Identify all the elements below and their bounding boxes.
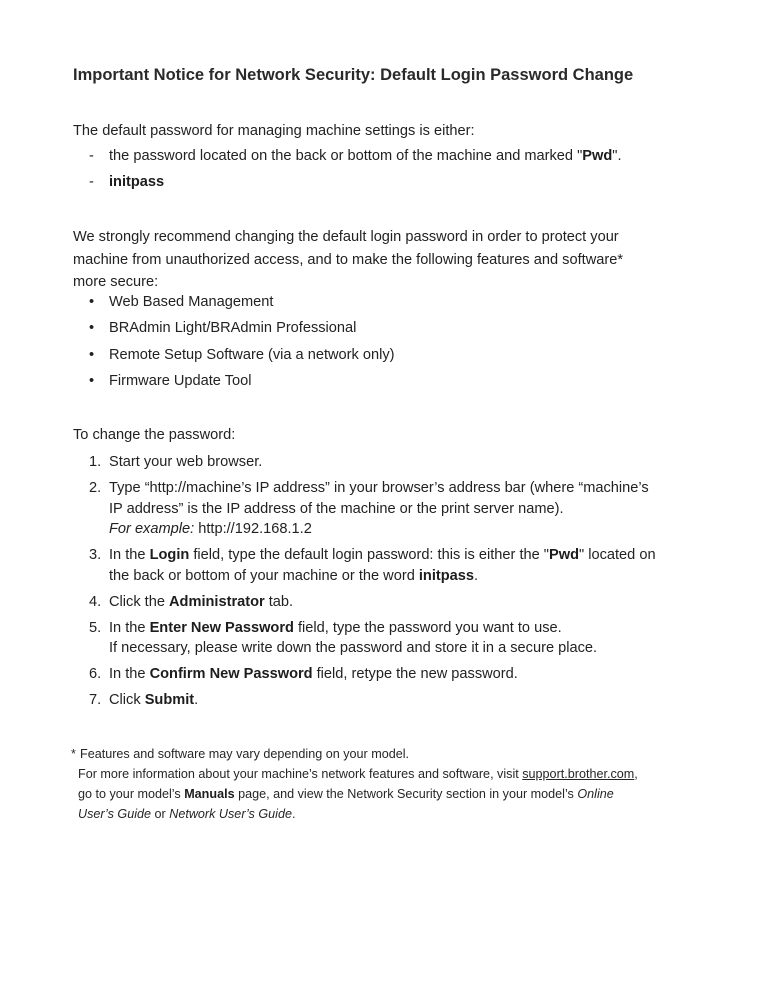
recommend-paragraph: We strongly recommend changing the default login password in order to protect your machine from unauthorized access, and to make the following features and software* more secure: xyxy=(73,229,624,290)
bullet-marker: • xyxy=(89,372,95,389)
pwd-bold: Pwd xyxy=(582,148,613,164)
dash-marker: - xyxy=(89,174,94,190)
bullet-marker: • xyxy=(89,294,95,310)
example-label: For example: xyxy=(109,521,195,537)
footnote: * Features and software may vary depending on your model. For more information about your machine’s network features and software, visit support.brother.com, go to your model’s Manuals page, and view the Network Security section in your model’s Online User’s Guide or Network User’s Guide. xyxy=(71,744,701,824)
step-4: 4. Click the Administrator tab. xyxy=(89,593,294,610)
example-url: http://192.168.1.2 xyxy=(194,521,312,537)
dash-marker: - xyxy=(89,148,94,164)
step-5: 5. In the Enter New Password field, type the password you want to use. If necessary, please write down the password and store it in a secure place. xyxy=(89,619,598,656)
intro-text: The default password for managing machine settings is either: xyxy=(73,123,475,139)
initpass-bold: initpass xyxy=(109,174,165,190)
steps-list xyxy=(73,452,703,716)
step-3: 3. In the Login field, type the default login password: this is either the "Pwd" located on the back or bottom of your machine or the word initpass. xyxy=(89,547,656,584)
step-2: 2. Type “http://machine’s IP address” in your browser’s address bar (where “machine’s IP address” is the IP address of the machine or the print server name). For example: http://192.168.1.2 xyxy=(89,480,649,537)
step-1: 1. Start your web browser. xyxy=(89,454,263,470)
step-6: 6. In the Confirm New Password field, retype the new password. xyxy=(89,666,518,682)
footnote-marker: * xyxy=(71,747,76,761)
bullet-marker: • xyxy=(89,320,95,337)
page-title: Important Notice for Network Security: Default Login Password Change xyxy=(73,66,634,84)
support-link[interactable]: support.brother.com xyxy=(522,767,635,781)
bullet-marker: • xyxy=(89,346,95,363)
steps-intro: To change the password: xyxy=(73,427,236,443)
step-7: 7. Click Submit. xyxy=(89,692,199,708)
